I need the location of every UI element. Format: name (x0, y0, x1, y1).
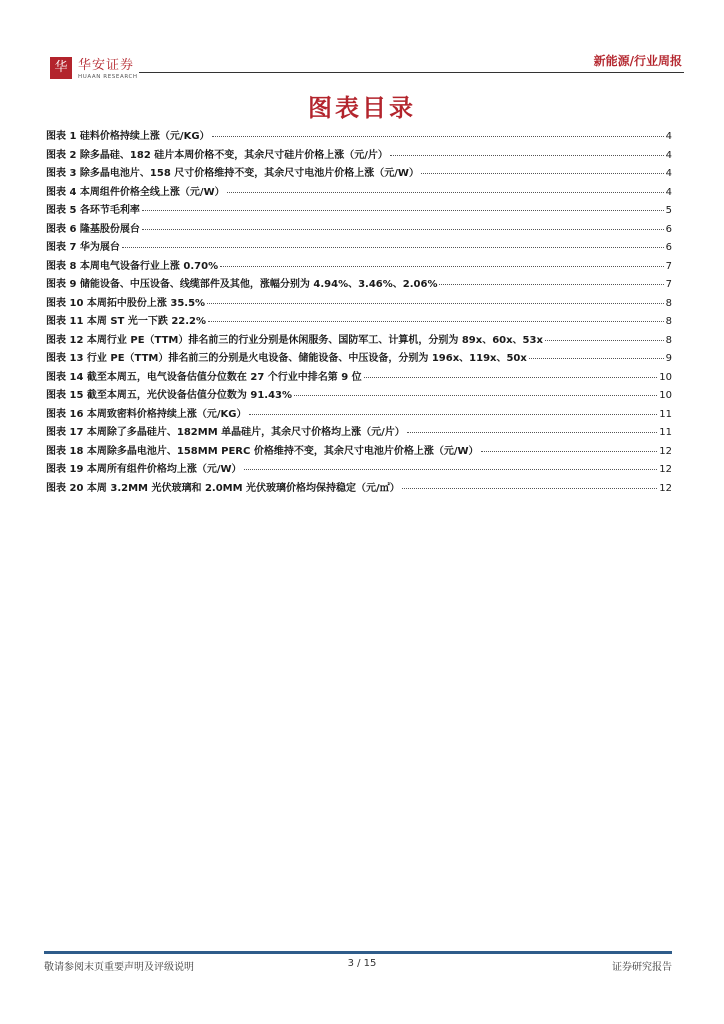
toc-leader-dots (220, 266, 664, 267)
report-type-label: 新能源/行业周报 (593, 54, 682, 68)
toc-entry[interactable] (46, 238, 672, 257)
toc-entry[interactable] (46, 294, 672, 313)
toc-leader-dots (244, 469, 658, 470)
toc-entry-label: 图表 1 硅料价格持续上涨（元/KG） (46, 131, 210, 142)
toc-leader-dots (249, 414, 658, 415)
toc-entry-page: 8 (665, 297, 672, 309)
footer-doc-type: 证券研究报告 (612, 962, 672, 973)
toc-entry[interactable] (46, 386, 672, 405)
toc-leader-dots (481, 451, 658, 452)
toc-leader-dots (142, 210, 664, 211)
toc-entry-page: 11 (659, 408, 672, 420)
toc-entry-page: 12 (659, 445, 672, 457)
page-header (44, 48, 684, 88)
toc-entry[interactable] (46, 201, 672, 220)
toc-entry[interactable] (46, 479, 672, 498)
toc-entry-label: 图表 8 本周电气设备行业上涨 0.70% (46, 260, 219, 272)
toc-leader-dots (364, 377, 658, 378)
toc-entry-label: 图表 5 各环节毛利率 (46, 205, 140, 216)
toc-entry[interactable] (46, 368, 672, 387)
toc-entry[interactable] (46, 405, 672, 424)
toc-leader-dots (529, 358, 664, 359)
toc-entry-label: 图表 3 除多晶电池片、158 尺寸价格维持不变，其余尺寸电池片价格上涨（元/W） (46, 168, 419, 179)
toc-entry-page: 8 (665, 316, 672, 327)
toc-entry[interactable] (46, 349, 672, 368)
toc-entry-page: 4 (665, 131, 672, 142)
toc-entry-label: 图表 10 本周拓中股份上涨 35.5% (46, 297, 206, 309)
toc-entry-page: 5 (665, 205, 672, 216)
toc-entry-label: 图表 6 隆基股份展台 (46, 223, 140, 235)
toc-entry-page: 12 (659, 464, 672, 475)
toc-entry-page: 6 (665, 223, 672, 235)
toc-entry-label: 图表 7 华为展台 (46, 242, 120, 253)
company-logo-icon: 华 (50, 57, 72, 79)
toc-entry-label: 图表 2 除多晶硅、182 硅片本周价格不变，其余尺寸硅片价格上涨（元/片） (46, 149, 388, 161)
toc-entry[interactable] (46, 460, 672, 479)
toc-leader-dots (208, 321, 664, 322)
toc-leader-dots (402, 488, 658, 489)
toc-entry[interactable] (46, 331, 672, 350)
toc-entry-page: 6 (665, 242, 672, 253)
toc-entry[interactable] (46, 220, 672, 239)
toc-entry-page: 10 (659, 371, 672, 383)
toc-entry-page: 7 (665, 260, 672, 272)
toc-entry-label: 图表 11 本周 ST 光一下跌 22.2% (46, 316, 207, 327)
toc-leader-dots (294, 395, 657, 396)
toc-entry[interactable] (46, 275, 672, 294)
toc-entry-page: 9 (665, 353, 672, 364)
toc-leader-dots (122, 247, 664, 248)
toc-entry-label: 图表 20 本周 3.2MM 光伏玻璃和 2.0MM 光伏玻璃价格均保持稳定（元/㎡） (46, 482, 400, 494)
toc-entry[interactable] (46, 423, 672, 442)
logo-chinese-name: 华安证券 (78, 58, 135, 73)
header-divider (139, 72, 684, 73)
toc-entry-label: 图表 18 本周除多晶电池片、158MM PERC 价格维持不变，其余尺寸电池片价格上涨（元/W） (46, 445, 479, 457)
toc-entry[interactable] (46, 442, 672, 461)
toc-entry-label: 图表 14 截至本周五，电气设备估值分位数在 27 个行业中排名第 9 位 (46, 371, 362, 383)
toc-entry-page: 11 (659, 427, 672, 438)
toc-entry-label: 图表 17 本周除了多晶硅片、182MM 单晶硅片，其余尺寸价格均上涨（元/片） (46, 427, 405, 438)
toc-entry-label: 图表 9 储能设备、中压设备、线缆部件及其他，涨幅分别为 4.94%、3.46%、2.06% (46, 279, 438, 290)
toc-entry-page: 4 (665, 186, 672, 198)
toc-entry[interactable] (46, 257, 672, 276)
toc-leader-dots (142, 229, 664, 230)
table-of-figures (46, 127, 672, 497)
toc-entry-label: 图表 16 本周致密料价格持续上涨（元/KG） (46, 408, 247, 420)
page-title: 图表目录 (308, 93, 416, 122)
toc-entry-label: 图表 12 本周行业 PE（TTM）排名前三的行业分别是休闲服务、国防军工、计算机，分别为 89x、60x、53x (46, 334, 543, 346)
toc-entry-page: 12 (659, 482, 672, 494)
toc-leader-dots (421, 173, 664, 174)
toc-entry[interactable] (46, 146, 672, 165)
toc-leader-dots (545, 340, 664, 341)
toc-entry-label: 图表 15 截至本周五，光伏设备估值分位数为 91.43% (46, 390, 293, 401)
toc-leader-dots (390, 155, 664, 156)
page-number: 3 / 15 (347, 958, 377, 969)
footer-divider (44, 951, 672, 954)
toc-entry[interactable] (46, 312, 672, 331)
toc-entry-page: 8 (665, 334, 672, 346)
toc-leader-dots (407, 432, 657, 433)
footer-disclaimer: 敬请参阅末页重要声明及评级说明 (44, 962, 194, 973)
toc-entry-page: 4 (665, 149, 672, 161)
toc-leader-dots (439, 284, 663, 285)
toc-entry-page: 10 (659, 390, 672, 401)
toc-entry-label: 图表 4 本周组件价格全线上涨（元/W） (46, 186, 225, 198)
toc-entry[interactable] (46, 127, 672, 146)
toc-entry-page: 4 (665, 168, 672, 179)
toc-entry[interactable] (46, 183, 672, 202)
toc-entry-page: 7 (665, 279, 672, 290)
toc-entry-label: 图表 19 本周所有组件价格均上涨（元/W） (46, 464, 242, 475)
toc-leader-dots (212, 136, 664, 137)
toc-leader-dots (207, 303, 664, 304)
toc-entry-label: 图表 13 行业 PE（TTM）排名前三的分别是火电设备、储能设备、中压设备，分别为 196x、119x、50x (46, 353, 527, 364)
logo-english-name: HUAAN RESEARCH (78, 74, 138, 80)
toc-entry[interactable] (46, 164, 672, 183)
toc-leader-dots (227, 192, 664, 193)
